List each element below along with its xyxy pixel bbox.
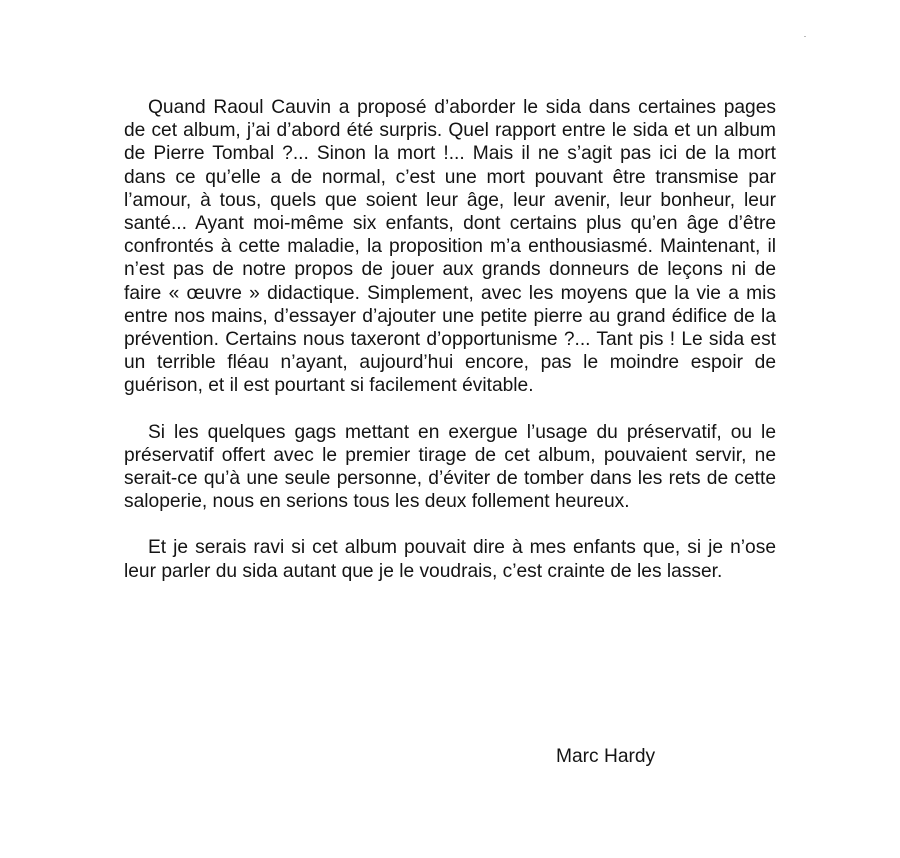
paragraph-3: Et je serais ravi si cet album pouvait dire à mes enfants que, si je n’ose leur parler du sida autant que je le voudrais, c’est crainte de les lasser.: [124, 537, 776, 582]
foreword-text: [124, 96, 776, 583]
paragraph-1: Quand Raoul Cauvin a proposé d’aborder le sida dans certaines pages de cet album, j’ai d’abord été surpris. Quel rapport entre le sida et un album de Pierre Tombal ?... Sinon la mort !... Mais il ne s’agit pas ici de la mort dans ce qu’elle a de normal, c’est une mort pouvant être transmise par l’amour, à tous, quels que soient leur âge, leur avenir, leur bonheur, leur santé... Ayant moi-même six enfants, dont certains plus qu’en âge d’être confrontés à cette maladie, la proposition m’a enthousiasmé. Maintenant, il n’est pas de notre propos de jouer aux grands donneurs de leçons ni de faire « œuvre » didactique. Simplement, avec les moyens que la vie a mis entre nos mains, d’essayer d’ajouter une petite pierre au grand édifice de la prévention. Certains nous taxeront d’opportunisme ?... Tant pis ! Le sida est un terrible fléau n’ayant, aujourd’hui encore, pas le moindre espoir de guérison, et il est pourtant si facilement évitable.: [124, 97, 776, 397]
author-signature: Marc Hardy: [556, 746, 656, 767]
paragraph-2: Si les quelques gags mettant en exergue l’usage du préservatif, ou le préservatif offert avec le premier tirage de cet album, pouvaient servir, ne serait-ce qu’à une seule personne, d’éviter de tomber dans les rets de cette saloperie, nous en serions tous les deux follement heureux.: [124, 421, 776, 513]
scan-speck: [804, 36, 806, 37]
